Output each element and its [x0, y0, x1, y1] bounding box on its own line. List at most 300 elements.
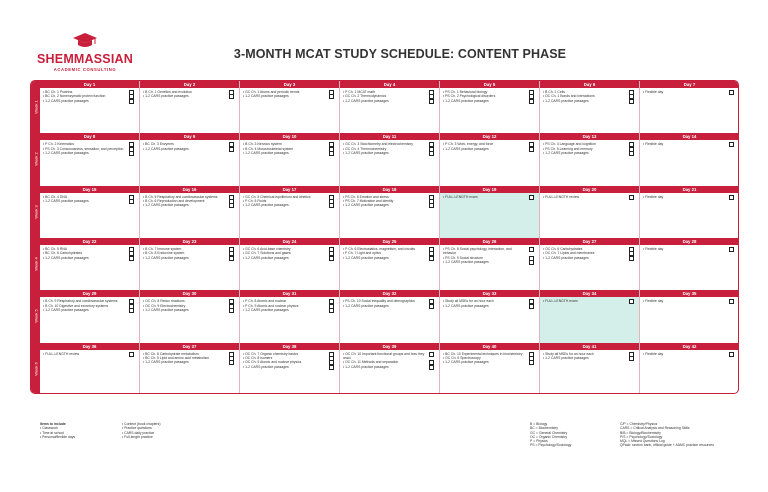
day-cell	[540, 81, 640, 133]
task-text: • B Ch. 2 Cells	[543, 90, 565, 94]
day-body	[640, 350, 739, 394]
task-text: • 1-2 CARS practice passages	[143, 203, 189, 208]
task-text: • GC Ch. 5 Chemical equilibrium and kinetics	[243, 194, 311, 199]
task-checkbox[interactable]	[529, 147, 534, 152]
task-checkbox[interactable]	[129, 352, 134, 357]
task-item	[243, 151, 336, 155]
day-header: Day 5	[440, 81, 539, 88]
task-checkbox[interactable]	[529, 360, 534, 365]
task-item	[43, 308, 136, 312]
task-item	[243, 94, 336, 98]
task-text: • P Ch. 6 Electrostatics, magnetism, and circuits	[343, 247, 415, 251]
week-label-text: Week 5	[33, 309, 38, 324]
task-text: • P Ch. 2 Kinematics	[43, 142, 74, 147]
task-text: • OC Ch. 7 Lipids and membranes	[543, 251, 595, 256]
day-header: Day 29	[40, 290, 139, 297]
task-checkbox[interactable]	[229, 203, 234, 208]
schedule-grid	[30, 80, 739, 394]
task-checkbox[interactable]	[229, 94, 234, 99]
day-body	[40, 245, 139, 290]
task-item	[343, 99, 436, 103]
task-checkbox[interactable]	[129, 99, 134, 104]
day-body	[540, 88, 639, 133]
task-checkbox[interactable]	[529, 260, 534, 265]
legend-item: C/P = Chemistry/Physics	[620, 422, 658, 426]
task-text: • 1-2 CARS practice passages	[343, 98, 389, 103]
day-header: Day 22	[40, 238, 139, 245]
task-item	[643, 142, 736, 146]
week-label	[31, 186, 40, 238]
legend-item: BC = Biochemistry	[530, 426, 558, 431]
task-checkbox[interactable]	[329, 151, 334, 156]
task-text: • 1-2 CARS practice passages	[243, 255, 289, 260]
day-cell	[340, 133, 440, 185]
day-header: Day 24	[240, 238, 339, 245]
day-body	[440, 297, 539, 342]
task-item	[143, 308, 236, 312]
legend-include-col2	[122, 422, 161, 439]
task-text: • 1-2 CARS practice passages	[443, 260, 489, 265]
task-item	[343, 256, 436, 260]
legend-item: B/B = Biology/Biochemistry	[620, 430, 661, 435]
day-cell	[340, 290, 440, 342]
legend-item: GC = General Chemistry	[530, 430, 568, 435]
task-text: • 1-2 CARS practice passages	[143, 146, 189, 151]
task-text: • BC Ch. 8 Carbohydrate metabolism	[143, 351, 199, 356]
day-cell	[240, 81, 340, 133]
task-item	[343, 304, 436, 308]
day-body	[140, 140, 239, 185]
day-header: Day 34	[540, 290, 639, 297]
week-label	[31, 81, 40, 133]
task-text: • PS Ch. 1 Behavioral biology	[443, 90, 488, 94]
task-checkbox[interactable]	[229, 147, 234, 152]
legend-abbrev-col1	[530, 422, 571, 448]
task-item	[343, 203, 436, 207]
task-checkbox[interactable]	[429, 365, 434, 370]
day-header: Day 8	[40, 133, 139, 140]
day-cell	[640, 81, 739, 133]
task-text: • 1-2 CARS practice passages	[543, 255, 589, 260]
task-checkbox[interactable]	[229, 308, 234, 313]
task-checkbox[interactable]	[129, 308, 134, 313]
task-item	[43, 352, 136, 356]
legend-item: • Time at school	[40, 430, 64, 435]
task-item	[443, 260, 536, 264]
day-header: Day 30	[140, 290, 239, 297]
week-label-text: Week 4	[33, 257, 38, 271]
task-checkbox[interactable]	[729, 299, 734, 304]
task-checkbox[interactable]	[629, 151, 634, 156]
day-header: Day 32	[340, 290, 439, 297]
task-checkbox[interactable]	[629, 195, 634, 200]
day-cell	[440, 81, 540, 133]
task-text: • OC Ch. 9 Electrochemistry	[143, 303, 186, 308]
task-checkbox[interactable]	[429, 99, 434, 104]
task-checkbox[interactable]	[429, 352, 434, 357]
task-checkbox[interactable]	[329, 203, 334, 208]
task-text: • 1-2 CARS practice passages	[43, 308, 89, 313]
day-cell	[640, 343, 739, 394]
task-text: • BC Ch. 1 Proteins	[43, 90, 73, 94]
task-text: • 1-2 CARS practice passages	[143, 255, 189, 260]
task-item	[143, 256, 236, 260]
task-checkbox[interactable]	[629, 256, 634, 261]
day-header: Day 17	[240, 186, 339, 193]
task-text: • 1-2 CARS practice passages	[343, 364, 389, 369]
day-header: Day 15	[40, 186, 139, 193]
task-text: • 1-2 CARS practice passages	[43, 255, 89, 260]
day-header: Day 4	[340, 81, 439, 88]
day-body	[440, 140, 539, 185]
task-item	[343, 365, 436, 369]
day-cell	[640, 133, 739, 185]
task-text: • B Ch. 8 Endocrine system	[143, 251, 185, 256]
task-item	[543, 151, 636, 155]
day-header: Day 16	[140, 186, 239, 193]
task-text: • OC Ch. 6 Carbohydrates	[543, 247, 583, 251]
day-cell	[40, 186, 140, 238]
task-checkbox[interactable]	[229, 256, 234, 261]
task-checkbox[interactable]	[329, 308, 334, 313]
task-text: • FULL-LENGTH review	[43, 351, 80, 356]
task-text: • GC Ch. 1 Atoms and periodic trends	[243, 90, 300, 94]
page-title: 3-MONTH MCAT STUDY SCHEDULE: CONTENT PHASE	[233, 47, 567, 61]
task-text: • GC Ch. 3 Stoichiometry and electrochemistry	[343, 142, 413, 147]
task-text: • P Ch. 7 Light and optics	[343, 251, 382, 256]
task-text: • P Ch. 9 Atomic and nuclear physics	[243, 303, 299, 308]
legend-item: B = Biology	[530, 422, 548, 426]
day-header: Day 39	[340, 343, 439, 350]
day-header: Day 14	[640, 133, 739, 140]
task-item	[143, 147, 236, 151]
brand-tagline: ACADEMIC CONSULTING	[53, 67, 117, 72]
day-body	[240, 140, 339, 185]
task-text: • B Ch. 6 Reproduction and development	[143, 199, 205, 204]
day-header: Day 11	[340, 133, 439, 140]
task-text: • OC Ch. 6 Spectroscopy	[443, 356, 481, 361]
day-body	[440, 193, 539, 238]
day-cell	[140, 290, 240, 342]
legend-item: PS = Psychology/Sociology	[530, 443, 572, 448]
task-item	[143, 94, 236, 98]
day-body	[40, 297, 139, 342]
task-item	[143, 360, 236, 364]
task-text: • 1-2 CARS practice passages	[443, 360, 489, 365]
week-label	[31, 343, 40, 394]
day-cell	[140, 238, 240, 290]
task-text: • Flexible day	[643, 142, 664, 147]
day-cell	[340, 81, 440, 133]
task-text: • BC Ch. 5 RNA	[43, 247, 67, 251]
day-header: Day 36	[40, 343, 139, 350]
task-text: • 1-2 CARS practice passages	[143, 308, 189, 313]
legend-item: P = Physics	[530, 439, 548, 444]
day-body	[540, 350, 639, 394]
day-header: Day 3	[240, 81, 339, 88]
task-text: • GC Ch. 4 Thermochemistry	[343, 146, 387, 151]
legend-item: • Content (book chapters)	[122, 422, 161, 426]
day-body	[540, 193, 639, 238]
task-item	[143, 203, 236, 207]
legend-item: • Practice questions	[122, 426, 152, 431]
task-text: • Flexible day	[643, 351, 664, 356]
day-header: Day 28	[640, 238, 739, 245]
task-checkbox[interactable]	[429, 151, 434, 156]
task-item	[43, 256, 136, 260]
task-text: • FULL-LENGTH exam	[543, 299, 578, 304]
task-text: • P Ch. 1 MCAT math	[343, 90, 376, 94]
task-text: • BC Ch. 6 Carbohydrates	[43, 251, 83, 256]
day-body	[340, 88, 439, 133]
task-text: • PS Ch. 3 Consciousness, sensation, and perception	[43, 146, 124, 151]
task-text: • BC Ch. 9 Lipid and amino acid metabolism	[143, 356, 210, 361]
task-text: • PS Ch. 8 Social psychology, interaction, and behavior	[443, 247, 512, 256]
task-text: • 1-2 CARS practice passages	[43, 98, 89, 103]
day-header: Day 12	[440, 133, 539, 140]
week-label-text: Week 6	[33, 362, 38, 376]
week-label-text: Week 2	[33, 152, 38, 167]
day-header: Day 31	[240, 290, 339, 297]
task-checkbox[interactable]	[729, 142, 734, 147]
day-header: Day 26	[440, 238, 539, 245]
task-text: • 1-2 CARS practice passages	[43, 199, 89, 204]
day-cell	[140, 133, 240, 185]
day-cell	[440, 238, 540, 290]
brand-logo	[30, 32, 140, 72]
task-item	[43, 151, 136, 155]
task-checkbox[interactable]	[729, 352, 734, 357]
task-item	[543, 356, 636, 360]
day-cell	[540, 186, 640, 238]
task-checkbox[interactable]	[129, 199, 134, 204]
task-text: • PS Ch. 4 Language and cognition	[543, 142, 596, 147]
task-item	[443, 304, 536, 308]
day-cell	[40, 343, 140, 394]
task-text: • 1-2 CARS practice passages	[243, 203, 289, 208]
day-body	[440, 88, 539, 133]
day-cell	[40, 238, 140, 290]
graduation-cap-icon	[72, 32, 98, 50]
task-text: • BC Ch. 2 Nonenzymatic protein function	[43, 94, 106, 99]
week-label	[31, 290, 40, 342]
day-body	[140, 350, 239, 394]
day-cell	[140, 343, 240, 394]
task-text: • P Ch. 3 Work, energy, and force	[443, 142, 494, 147]
task-text: • 1-2 CARS practice passages	[543, 98, 589, 103]
task-checkbox[interactable]	[529, 247, 534, 252]
task-text: • 1-2 CARS practice passages	[543, 356, 589, 361]
legend-item: • Personal/flexible days	[40, 434, 76, 439]
legend-item: OC = Organic Chemistry	[530, 434, 568, 439]
task-checkbox[interactable]	[629, 99, 634, 104]
day-header: Day 42	[640, 343, 739, 350]
task-item	[643, 195, 736, 199]
task-checkbox[interactable]	[429, 256, 434, 261]
task-text: • OC Ch. 10 Important functional groups and how they react	[343, 351, 425, 361]
task-checkbox[interactable]	[729, 90, 734, 95]
day-header: Day 38	[240, 343, 339, 350]
task-text: • OC Ch. 1 Bonds and interactions	[543, 94, 595, 99]
day-body	[440, 245, 539, 290]
day-cell	[140, 81, 240, 133]
task-item	[643, 90, 736, 94]
task-text: • OC Ch. 11 Methods and separation	[343, 360, 399, 365]
day-body	[240, 193, 339, 238]
day-header: Day 19	[440, 186, 539, 193]
task-text: • 1-2 CARS practice passages	[243, 308, 289, 313]
task-text: • BC Ch. 3 Enzymes	[143, 142, 174, 147]
task-text: • Study all MSEs for an hour each	[443, 299, 494, 304]
task-text: • 1-2 CARS practice passages	[143, 94, 189, 99]
day-cell	[340, 343, 440, 394]
day-header: Day 41	[540, 343, 639, 350]
task-item	[643, 247, 736, 251]
week-label	[31, 133, 40, 185]
task-item	[543, 99, 636, 103]
task-checkbox[interactable]	[129, 151, 134, 156]
task-item	[543, 256, 636, 260]
task-text: • 1-2 CARS practice passages	[443, 146, 489, 151]
day-body	[240, 245, 339, 290]
task-text: • 1-2 CARS practice passages	[543, 151, 589, 156]
day-header: Day 37	[140, 343, 239, 350]
day-header: Day 7	[640, 81, 739, 88]
task-item	[443, 99, 536, 103]
task-checkbox[interactable]	[629, 299, 634, 304]
day-body	[640, 245, 739, 290]
day-cell	[540, 290, 640, 342]
task-item	[443, 195, 536, 199]
task-text: • 1-2 CARS practice passages	[43, 151, 89, 156]
legend-item: P/S = Psychology/Sociology	[620, 434, 663, 439]
task-text: • 1-2 CARS practice passages	[243, 364, 289, 369]
day-body	[540, 245, 639, 290]
week-label-text: Week 3	[33, 205, 38, 219]
task-item	[543, 299, 636, 303]
day-header: Day 23	[140, 238, 239, 245]
task-checkbox[interactable]	[329, 94, 334, 99]
task-text: • B Ch. 10 Digestive and excretory systems	[43, 303, 109, 308]
day-cell	[640, 290, 739, 342]
day-header: Day 33	[440, 290, 539, 297]
day-cell	[640, 238, 739, 290]
day-body	[640, 297, 739, 342]
legend-abbrev-col2	[620, 422, 714, 448]
task-text: • 1-2 CARS practice passages	[243, 94, 289, 99]
day-header: Day 35	[640, 290, 739, 297]
task-checkbox[interactable]	[329, 365, 334, 370]
task-item	[443, 247, 536, 256]
task-text: • 1-2 CARS practice passages	[443, 98, 489, 103]
day-body	[540, 140, 639, 185]
task-checkbox[interactable]	[329, 256, 334, 261]
task-text: • 1-2 CARS practice passages	[243, 151, 289, 156]
task-checkbox[interactable]	[729, 247, 734, 252]
task-text: • B Ch. 7 Immune system	[143, 247, 182, 251]
day-cell	[440, 343, 540, 394]
task-checkbox[interactable]	[529, 304, 534, 309]
task-text: • GC Ch. 7 Solutions and gases	[243, 251, 291, 256]
task-text: • B Ch. 5 Respiratory and cardiovascular systems	[143, 194, 218, 199]
day-body	[540, 297, 639, 342]
task-text: • GC Ch. 6 Acid-base chemistry	[243, 247, 291, 251]
task-text: • Flexible day	[643, 90, 664, 94]
day-header: Day 13	[540, 133, 639, 140]
day-body	[340, 297, 439, 342]
day-cell	[40, 81, 140, 133]
day-cell	[540, 133, 640, 185]
day-body	[440, 350, 539, 394]
task-item	[43, 99, 136, 103]
legend-item: • Classwork	[40, 426, 58, 431]
task-item	[243, 203, 336, 207]
task-checkbox[interactable]	[429, 304, 434, 309]
task-text: • OC Ch. 7 Organic chemistry basics	[243, 351, 299, 356]
task-text: • B Ch. 4 Musculoskeletal system	[243, 146, 294, 151]
task-text: • OC Ch. 8 Isomers	[243, 356, 273, 361]
day-header: Day 40	[440, 343, 539, 350]
task-item	[243, 365, 336, 369]
task-text: • PS Ch. 6 Emotion and stress	[343, 194, 389, 199]
day-cell	[40, 133, 140, 185]
task-text: • 1-2 CARS practice passages	[143, 360, 189, 365]
day-body	[340, 350, 439, 394]
legend-item: • CARS daily practice	[122, 430, 155, 435]
task-checkbox[interactable]	[229, 360, 234, 365]
task-checkbox[interactable]	[529, 195, 534, 200]
task-text: • BC Ch. 10 Experimental techniques in biochemistry	[443, 351, 523, 356]
task-item	[643, 352, 736, 356]
day-body	[40, 193, 139, 238]
task-checkbox[interactable]	[729, 195, 734, 200]
task-item	[443, 147, 536, 151]
day-body	[140, 297, 239, 342]
task-text: • Flexible day	[643, 299, 664, 304]
task-text: • FULL-LENGTH exam	[443, 194, 478, 199]
day-body	[340, 140, 439, 185]
legend-item: CARS = Critical Analysis and Reasoning Skills	[620, 426, 690, 431]
day-cell	[540, 343, 640, 394]
day-header: Day 25	[340, 238, 439, 245]
task-checkbox[interactable]	[529, 99, 534, 104]
day-cell	[540, 238, 640, 290]
task-text: • 1-2 CARS practice passages	[343, 151, 389, 156]
task-checkbox[interactable]	[129, 256, 134, 261]
task-item	[643, 299, 736, 303]
day-cell	[240, 343, 340, 394]
day-cell	[440, 133, 540, 185]
day-header: Day 10	[240, 133, 339, 140]
legend-include-col1	[40, 422, 75, 439]
task-item	[343, 352, 436, 361]
task-checkbox[interactable]	[629, 356, 634, 361]
task-text: • 1-2 CARS practice passages	[443, 303, 489, 308]
task-checkbox[interactable]	[429, 203, 434, 208]
day-body	[140, 88, 239, 133]
day-body	[340, 193, 439, 238]
task-text: • P Ch. 5 Fluids	[243, 199, 267, 204]
task-text: • PS Ch. 7 Motivation and identity	[343, 199, 394, 204]
task-text: • 1-2 CARS practice passages	[343, 303, 389, 308]
task-text: • Flexible day	[643, 194, 664, 199]
task-text: • FULL-LENGTH review	[543, 194, 580, 199]
day-cell	[640, 186, 739, 238]
day-cell	[40, 290, 140, 342]
task-text: • B Ch. 3 Nervous system	[243, 142, 282, 147]
day-header: Day 6	[540, 81, 639, 88]
day-cell	[240, 290, 340, 342]
